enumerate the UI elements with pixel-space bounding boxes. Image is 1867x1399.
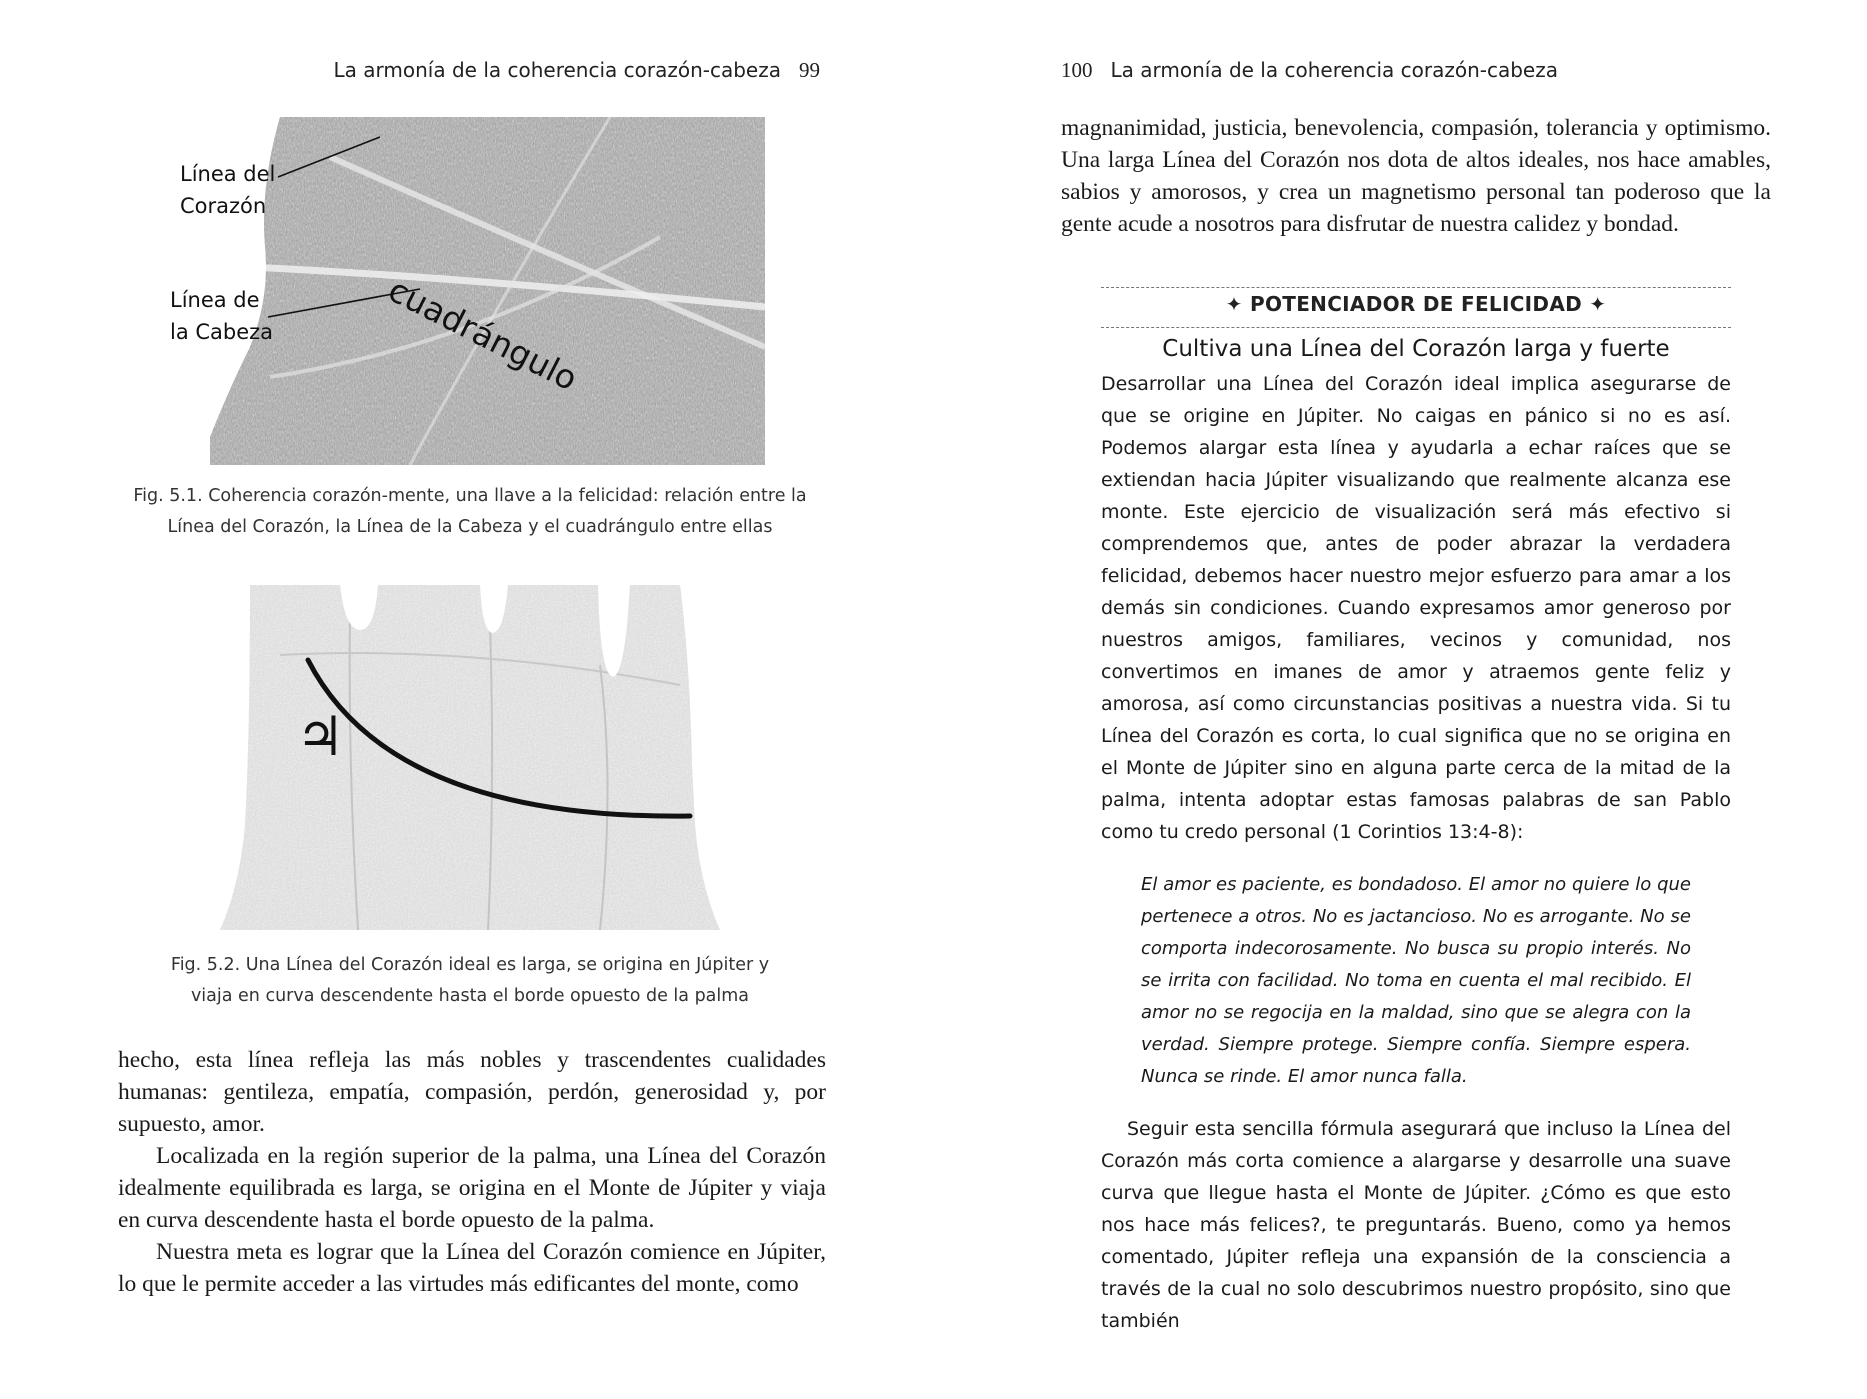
bible-quote-text: El amor es paciente, es bondadoso. El amor no quiere lo que pertenece a otros. No es jactancioso. No es arrogante. No se comporta indecorosamente. No busca su propio interés. No se irrita con facilidad. No toma en cuenta el mal recibido. El amor no se regocija en la maldad, sino que se alegra con la verdad. Siempre protege. Siempre confía. Siempre espera. Nunca se rinde. El amor nunca falla. bbox=[1141, 874, 1691, 1087]
right-page bbox=[933, 0, 1867, 1399]
page-number: 100 bbox=[1061, 58, 1093, 82]
body-paragraph: magnanimidad, justicia, benevolencia, compasión, tolerancia y optimismo. Una larga Línea del Corazón nos dota de altos ideales, nos hace amables, sabios y amorosos, y crea un magnetismo personal tan poderoso que la gente acude a nosotros para disfrutar de nuestra calidez y bondad. bbox=[1061, 115, 1771, 237]
sidebar-paragraph-2 bbox=[1101, 1113, 1731, 1337]
head-line-label-line1: Línea de bbox=[170, 288, 260, 312]
left-page bbox=[0, 0, 933, 1399]
running-head-left bbox=[334, 58, 820, 83]
head-line-label-line2: la Cabeza bbox=[170, 320, 274, 344]
sidebar-box-subtitle: Cultiva una Línea del Corazón larga y fuerte bbox=[1162, 336, 1670, 362]
box-bottom-rule bbox=[1101, 327, 1731, 328]
jupiter-symbol: ♃ bbox=[296, 705, 345, 768]
left-body-text bbox=[118, 1044, 826, 1300]
running-head-title: La armonía de la coherencia corazón-cabeza bbox=[1110, 58, 1558, 82]
running-head-title: La armonía de la coherencia corazón-cabeza bbox=[333, 58, 781, 82]
right-body-text bbox=[1061, 112, 1771, 240]
figure-5-2-caption bbox=[120, 950, 820, 1012]
palm-print-image bbox=[210, 117, 765, 465]
figure-5-2-caption-line2: viaja en curva descendente hasta el borde opuesto de la palma bbox=[190, 986, 750, 1006]
page-number: 99 bbox=[799, 58, 820, 82]
running-head-right bbox=[1061, 58, 1558, 83]
sidebar-paragraph-text: Desarrollar una Línea del Corazón ideal implica asegurarse de que se origine en Júpiter. No caigas en pánico si no es así. Podemos alargar esta línea y ayudarla a echar raíces que se extiendan hacia Júpiter visualizando que realmente alcanza ese monte. Este ejercicio de visualización será más efectivo si comprendemos que, antes de poder abrazar la verdadera felicidad, debemos hacer nuestro mejor esfuerzo para amar a los demás sin condiciones. Cuando expresamos amor generoso por nuestros amigos, familiares, vecinos y comunidad, nos convertimos en imanes de amor y atraemos gente feliz y amorosa, así como circunstancias positivas a nuestra vida. Si tu Línea del Corazón es corta, lo cual significa que no se origina en el Monte de Júpiter sino en alguna parte cerca de la mitad de la palma, intenta adoptar estas famosas palabras de san Pablo como tu credo personal (1 Corintios 13:4-8): bbox=[1101, 373, 1731, 843]
palm-print-figure bbox=[210, 117, 765, 465]
heart-line-label-line1: Línea del bbox=[180, 162, 276, 186]
hand-drawing-figure bbox=[220, 585, 720, 930]
sidebar-box-title: ✦ POTENCIADOR DE FELICIDAD ✦ bbox=[1225, 292, 1607, 316]
box-top-rule bbox=[1101, 287, 1731, 288]
sidebar-paragraph-text: Seguir esta sencilla fórmula asegurará que incluso la Línea del Corazón más corta comience a alargarse y desarrolle una suave curva que llegue hasta el Monte de Júpiter. ¿Cómo es que esto nos hace más felices?, te preguntarás. Bueno, como ya hemos comentado, Júpiter refleja una expansión de la consciencia a través de la cual no solo descubrimos nuestro propósito, sino que también bbox=[1101, 1118, 1731, 1332]
head-line-label bbox=[170, 284, 273, 348]
figure-5-1-caption-line2: Línea del Corazón, la Línea de la Cabeza y el cuadrángulo entre ellas bbox=[167, 517, 773, 537]
figure-5-1-caption-line1: Fig. 5.1. Coherencia corazón-mente, una llave a la felicidad: relación entre la bbox=[133, 486, 807, 506]
figure-5-2-caption-line1: Fig. 5.2. Una Línea del Corazón ideal es larga, se origina en Júpiter y bbox=[170, 955, 770, 975]
quadrangle-label: cuadrángulo bbox=[382, 270, 584, 399]
figure-5-1-caption bbox=[110, 481, 830, 543]
body-paragraph: Localizada en la región superior de la palma, una Línea del Corazón idealmente equilibrada es larga, se origina en el Monte de Júpiter y viaja en curva descendente hasta el borde opuesto de la palma. bbox=[118, 1143, 826, 1233]
body-paragraph: Nuestra meta es lograr que la Línea del Corazón comience en Júpiter, lo que le permite acceder a las virtudes más edificantes del monte, como bbox=[118, 1239, 826, 1297]
body-paragraph: hecho, esta línea refleja las más nobles y trascendentes cualidades humanas: gentileza, empatía, compasión, perdón, generosidad y, por supuesto, amor. bbox=[118, 1047, 826, 1137]
sidebar-paragraph-1 bbox=[1101, 368, 1731, 848]
heart-line-label bbox=[180, 158, 275, 222]
heart-line-label-line2: Corazón bbox=[180, 194, 267, 218]
bible-quote bbox=[1141, 869, 1691, 1093]
hand-drawing-image bbox=[220, 585, 720, 930]
